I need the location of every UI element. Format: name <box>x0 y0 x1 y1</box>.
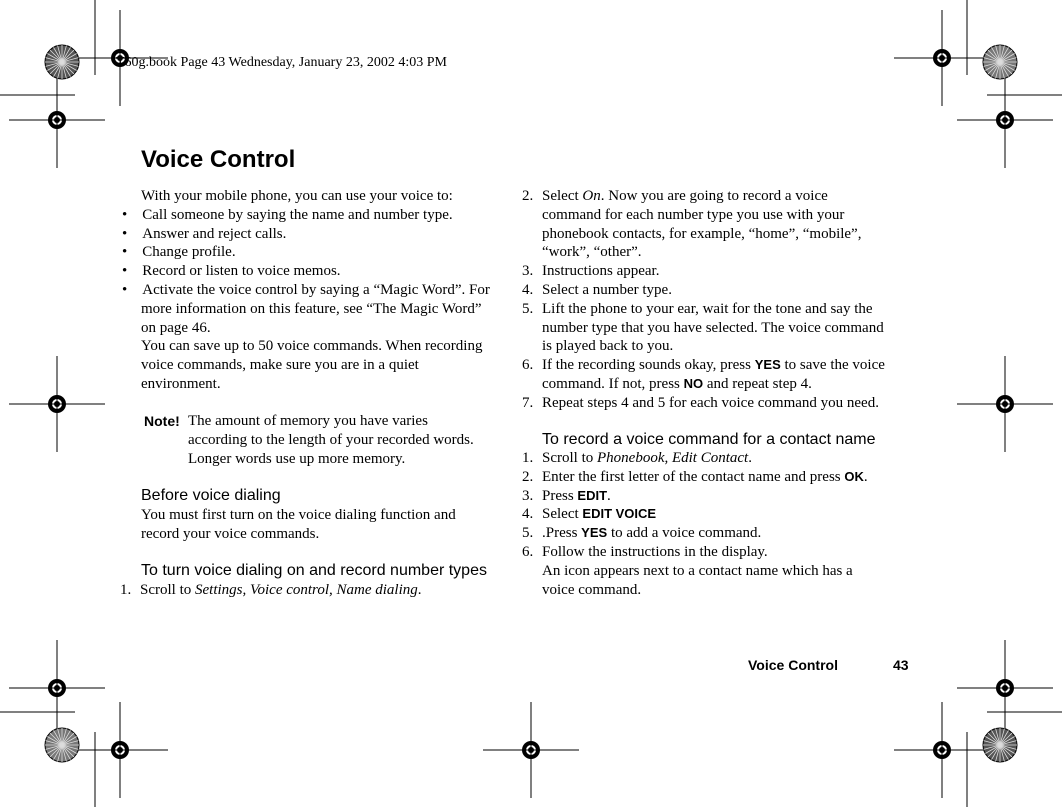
contact-step-1: 1. Scroll to Phonebook, Edit Contact. <box>522 450 752 466</box>
step-6: 6. If the recording sounds okay, press YES to save the voice <box>522 357 885 374</box>
note-line: according to the length of your recorded words. <box>188 431 474 448</box>
list-item: • Call someone by saying the name and number type. <box>122 206 453 223</box>
list-item: • Activate the voice control by saying a “Magic Word”. For <box>122 281 490 298</box>
save-paragraph-line: environment. <box>141 375 221 392</box>
registration-crosshair-icon <box>894 10 990 106</box>
step-3: 3. Instructions appear. <box>522 263 660 280</box>
step-5-line: number type that you have selected. The voice command <box>542 319 884 336</box>
contact-step-4: 4. Select EDIT VOICE <box>522 506 657 523</box>
registration-crosshair-icon <box>483 702 579 798</box>
bullet-list <box>122 206 492 338</box>
list-item: • Record or listen to voice memos. <box>122 263 341 280</box>
registration-rosette-icon <box>45 728 79 762</box>
registration-crosshair-icon <box>9 640 105 736</box>
note-line: Longer words use up more memory. <box>188 450 406 467</box>
step-2-line: command for each number type you use with your <box>542 206 845 223</box>
registration-crosshair-icon <box>894 702 990 798</box>
contact-step-3: 3. Press EDIT. <box>522 487 611 504</box>
registration-crosshair-icon <box>9 356 105 452</box>
step-2-line: phonebook contacts, for example, “home”, “mobile”, <box>542 225 862 242</box>
step-5: 5. Lift the phone to your ear, wait for the tone and say the <box>522 300 873 317</box>
save-paragraph-line: voice commands, make sure you are in a quiet <box>141 357 419 374</box>
registration-crosshair-icon <box>957 640 1053 736</box>
note-label: Note! <box>144 413 180 429</box>
before-line: record your voice commands. <box>141 525 320 542</box>
step-6-line: command. If not, press NO and repeat step 4. <box>542 375 812 392</box>
left-column <box>122 187 511 394</box>
file-info-header: T60g.book Page 43 Wednesday, January 23, 2002 4:03 PM <box>116 55 447 70</box>
list-item: • Change profile. <box>122 244 236 261</box>
contact-step-2: 2. Enter the first letter of the contact name and press OK. <box>522 468 868 485</box>
page-title: Voice Control <box>141 146 296 173</box>
intro-text: With your mobile phone, you can use your voice to: <box>141 188 453 204</box>
list-item-continued: more information on this feature, see “The Magic Word” <box>141 300 482 317</box>
registration-rosette-icon <box>983 728 1017 762</box>
registration-crosshair-icon <box>72 702 168 798</box>
footer-page-number: 43 <box>893 657 909 673</box>
contact-step-5: 5. .Press YES to add a voice command. <box>522 525 762 542</box>
right-column-steps <box>522 187 922 413</box>
contact-steps <box>522 449 922 599</box>
step-7: 7. Repeat steps 4 and 5 for each voice command you need. <box>522 394 879 411</box>
note-line: The amount of memory you have varies <box>188 413 428 429</box>
step-2: 2. Select On. Now you are going to record a voice <box>522 188 828 204</box>
step-4: 4. Select a number type. <box>522 281 672 298</box>
step-5-line: is played back to you. <box>542 338 674 355</box>
contact-step-6: 6. Follow the instructions in the display. <box>522 543 768 560</box>
contact-step-6-line: An icon appears next to a contact name which has a <box>542 562 853 579</box>
registration-crosshair-icon <box>957 356 1053 452</box>
registration-rosette-icon <box>983 45 1017 79</box>
step-1: 1. Scroll to Settings, Voice control, Name dialing. <box>120 582 422 598</box>
contact-step-6-line: voice command. <box>542 581 642 598</box>
registration-crosshair-icon <box>957 72 1053 168</box>
step-2-line: “work”, “other”. <box>542 244 642 261</box>
list-item: • Answer and reject calls. <box>122 225 287 242</box>
before-line: You must first turn on the voice dialing function and <box>141 507 456 523</box>
before-text <box>141 506 456 544</box>
list-item-continued: on page 46. <box>141 319 211 336</box>
registration-rosette-icon <box>45 45 79 79</box>
registration-crosshair-icon <box>9 72 105 168</box>
save-paragraph-line: You can save up to 50 voice commands. When recording <box>141 338 483 355</box>
before-heading: Before voice dialing <box>141 487 281 504</box>
contact-heading: To record a voice command for a contact name <box>542 431 876 448</box>
footer-section: Voice Control <box>748 657 838 673</box>
note-text <box>188 412 474 468</box>
turn-heading: To turn voice dialing on and record number types <box>141 562 487 579</box>
